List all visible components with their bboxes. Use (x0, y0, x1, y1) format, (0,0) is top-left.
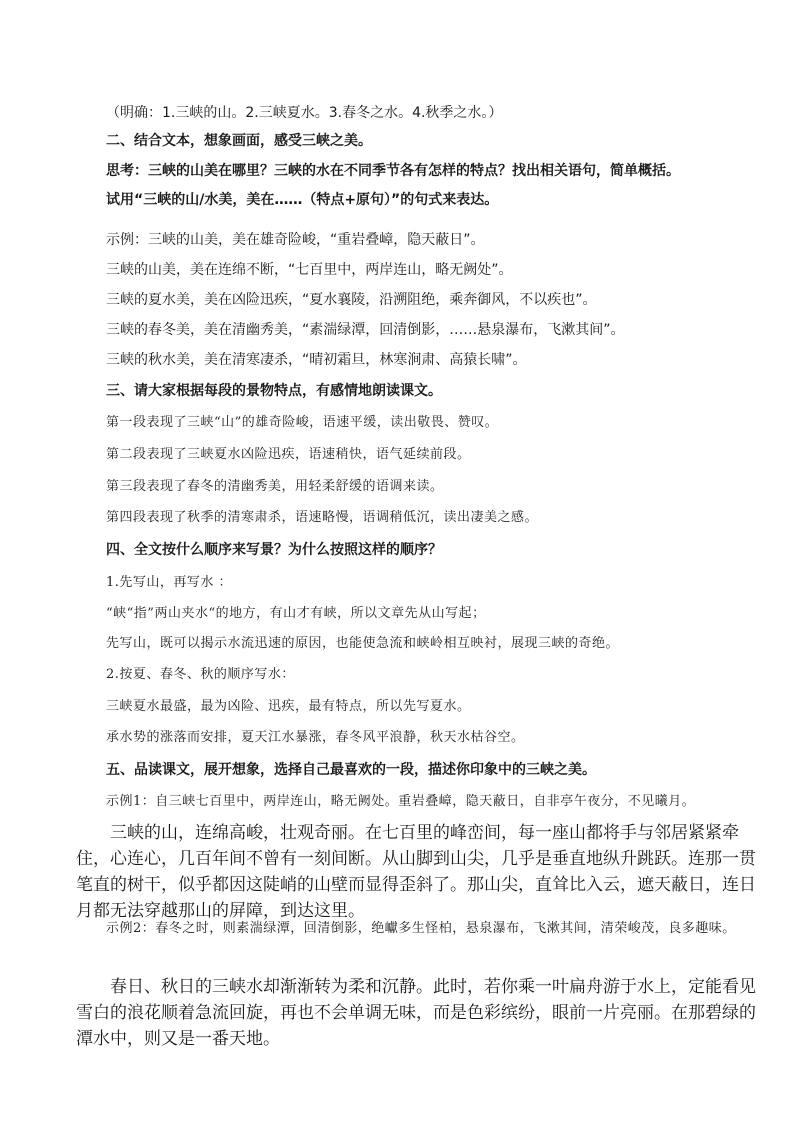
order-point-1-reason-b: 先写山，既可以揭示水流迅速的原因，也能使急流和峡岭相互映衬，展现三峡的奇绝。 (106, 636, 620, 651)
section-heading-2: 二、结合文本，想象画面，感受三峡之美。 (106, 133, 372, 149)
sentence-pattern-prompt: 试用“三峡的山/水美，美在……（特点+原句）”的句式来表达。 (106, 192, 499, 208)
example-2-quote: 示例2：春冬之时，则素湍绿潭，回清倒影，绝巘多生怪柏，悬泉瀑布，飞漱其间，清荣峻茂，良多趣味。 (106, 921, 736, 936)
order-point-2-reason-b: 承水势的涨落而安排，夏天江水暴涨，春冬风平浪静，秋天水枯谷空。 (106, 730, 525, 745)
reading-paragraph-4: 第四段表现了秋季的清寒肃杀，语速略慢，语调稍低沉，读出凄美之感。 (106, 510, 539, 525)
example-2-description: 春日、秋日的三峡水却渐渐转为柔和沉静。此时，若你乘一叶扁舟游于水上，定能看见雪白的浪花顺着急流回旋，再也不会单调无味，而是色彩缤纷，眼前一片亮丽。在那碧绿的潭水中，则又是一番天地。 (76, 977, 756, 1049)
order-point-1: 1.先写山，再写水 ： (106, 575, 233, 590)
order-point-2-reason-a: 三峡夏水最盛，最为凶险、迅疾，最有特点，所以先写夏水。 (106, 699, 471, 714)
reading-paragraph-2: 第二段表现了三峡夏水凶险迅疾，语速稍快，语气延续前段。 (106, 447, 471, 462)
example-mountain-1: 示例：三峡的山美，美在雄奇险峻，“重岩叠嶂，隐天蔽日”。 (106, 232, 485, 248)
thinking-question: 思考：三峡的山美在哪里？三峡的水在不同季节各有怎样的特点？找出相关语句，简单概括。 (106, 163, 680, 179)
clarification-line: （明确：1.三峡的山。2.三峡夏水。3.春冬之水。4.秋季之水。） (106, 105, 503, 121)
reading-paragraph-3: 第三段表现了春冬的清幽秀美，用轻柔舒缓的语调来读。 (106, 479, 444, 494)
order-point-1-reason-a: “峡“指”两山夹水“的地方，有山才有峡，所以文章先从山写起； (106, 606, 486, 621)
reading-paragraph-1: 第一段表现了三峡“山”的雄奇险峻，语速平缓，读出敬畏、赞叹。 (106, 415, 499, 430)
example-summer-water: 三峡的夏水美，美在凶险迅疾，“夏水襄陵，沿溯阻绝，乘奔御风，不以疾也”。 (106, 292, 597, 308)
section-heading-4: 四、全文按什么顺序来写景？为什么按照这样的顺序？ (106, 542, 442, 558)
example-mountain-2: 三峡的山美，美在连绵不断，“七百里中，两岸连山，略无阙处”。 (106, 262, 513, 278)
example-autumn-water: 三峡的秋水美，美在清寒凄杀，“晴初霜旦，林寒涧肃、高猿长啸”。 (106, 352, 527, 368)
example-1-quote: 示例1：自三峡七百里中，两岸连山，略无阙处。重岩叠嶂，隐天蔽日，自非亭午夜分，不见曦月。 (106, 794, 696, 809)
example-1-description: 三峡的山，连绵高峻，壮观奇丽。在七百里的峰峦间，每一座山都将手与邻居紧紧牵住，心连心，几百年间不曾有一刻间断。从山脚到山尖，几乎是垂直地纵升跳跃。连那一贯笔直的树干，似乎都因这陡峭的山壁而显得歪斜了。那山尖，直耸比入云，遮天蔽日，连日月都无法穿越那山的屏障，到达这里。 (76, 823, 756, 921)
example-spring-winter: 三峡的春冬美，美在清幽秀美，“素湍绿潭，回清倒影，……悬泉瀑布，飞漱其间”。 (106, 322, 625, 338)
section-heading-5: 五、品读课文，展开想象，选择自己最喜欢的一段，描述你印象中的三峡之美。 (106, 762, 596, 778)
section-heading-3: 三、请大家根据每段的景物特点，有感情地朗读课文。 (106, 383, 442, 399)
order-point-2: 2.按夏、春冬、秋的顺序写水： (106, 667, 295, 682)
